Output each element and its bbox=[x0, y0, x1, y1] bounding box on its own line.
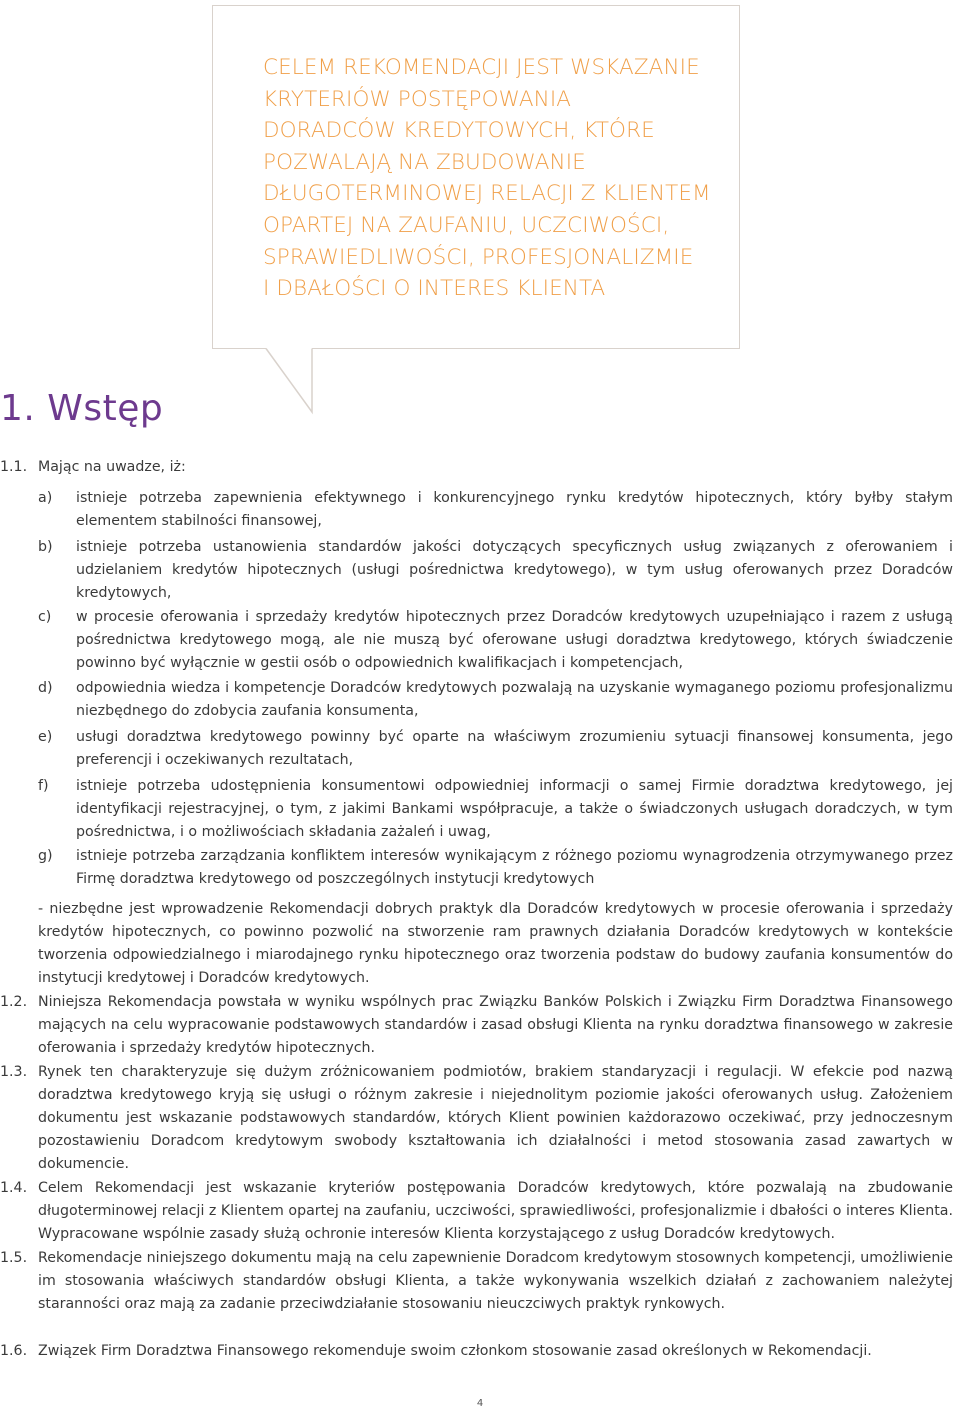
item-text: istnieje potrzeba zarządzania konfliktem interesów wynikającym z różnego poziomu wynagrodzenia otrzymywanego przez Firmę doradztwa kredytowego od poszczególnych instytucji kredytowych bbox=[76, 848, 953, 887]
point-text: Rekomendacje niniejszego dokumentu mają na celu zapewnienie Doradcom kredytowym stosownych kompetencji, umożliwienie im stosowania właściwych standardów obsługi Klienta, a także wykonywania wszelkich działań z zachowaniem należytej staranności oraz mają za zadanie przeciwdziałanie stosowaniu nieuczciwych praktyk rynkowych. bbox=[38, 1250, 953, 1312]
point-number: 1.6. bbox=[0, 1343, 28, 1359]
callout-box bbox=[212, 5, 740, 349]
callout-text bbox=[263, 52, 733, 305]
item-letter: a) bbox=[38, 490, 53, 506]
callout-line: OPARTEJ NA ZAUFANIU, UCZCIWOŚCI, bbox=[263, 212, 670, 238]
page-number: 4 bbox=[476, 1398, 484, 1409]
item-letter: f) bbox=[38, 778, 49, 794]
callout-line: POZWALAJĄ NA ZBUDOWANIE bbox=[263, 149, 586, 175]
item-letter: c) bbox=[38, 609, 52, 625]
point-text: Związek Firm Doradztwa Finansowego rekomenduje swoim członkom stosowanie zasad określonych w Rekomendacji. bbox=[38, 1343, 872, 1359]
item-text: istnieje potrzeba ustanowienia standardów jakości dotyczących specyficznych usług związanych z oferowaniem i udzielaniem kredytów hipotecznych (usługi pośrednictwa kredytowego), w tym usług oferowanych przez Doradców kredytowych, bbox=[76, 539, 953, 601]
item-text: odpowiednia wiedza i kompetencje Doradców kredytowych pozwalają na uzyskanie wymaganego poziomu profesjonalizmu niezbędnego do zdobycia zaufania konsumenta, bbox=[76, 680, 953, 719]
item-letter: g) bbox=[38, 848, 53, 864]
callout-line: I DBAŁOŚCI O INTERES KLIENTA bbox=[263, 276, 606, 302]
callout-line: DORADCÓW KREDYTOWYCH, KTÓRE bbox=[263, 118, 655, 144]
point-text: Niniejsza Rekomendacja powstała w wyniku wspólnych prac Związku Banków Polskich i Związku Firm Doradztwa Finansowego mających na celu wypracowanie podstawowych standardów i zasad obsługi Klienta na rynku doradztwa finansowego w zakresie oferowania i sprzedaży kredytów hipotecznych. bbox=[38, 994, 953, 1056]
item-text: usługi doradztwa kredytowego powinny być oparte na właściwym zrozumieniu sytuacji finansowej konsumenta, jego preferencji i oczekiwanych rezultatach, bbox=[76, 729, 953, 768]
item-letter: e) bbox=[38, 729, 53, 745]
point-number: 1.5. bbox=[0, 1250, 28, 1266]
point-number: 1.1. bbox=[0, 459, 28, 475]
point-number: 1.3. bbox=[0, 1064, 28, 1080]
conclusion-paragraph: - niezbędne jest wprowadzenie Rekomendacji dobrych praktyk dla Doradców kredytowych w procesie oferowania i sprzedaży kredytów hipotecznych, co powinno pozwolić na stworzenie ram prawnych działania Doradców kredytowych w kontekście tworzenia odpowiedzialnego i miarodajnego rynku hipotecznego oraz tworzenia podstaw do budowy zaufania konsumentów do instytucji kredytowej i Doradców kredytowych. bbox=[38, 901, 953, 986]
point-text: Rynek ten charakteryzuje się dużym zróżnicowaniem podmiotów, brakiem standaryzacji i regulacji. W efekcie pod nazwą doradztwa kredytowego kryją się usługi o różnym zakresie i niejednolitym poziomie jakości oferowanych usług. Założeniem dokumentu jest wskazanie podstawowych standardów, których Klient powinien każdorazowo oczekiwać, przy jednoczesnym pozostawieniu Doradcom kredytowym swobody kształtowania ich działalności i metod stosowania zasad zawartych w dokumencie. bbox=[38, 1064, 953, 1172]
callout-line: DŁUGOTERMINOWEJ RELACJI Z KLIENTEM bbox=[263, 181, 711, 207]
intro-label: Mając na uwadze, iż: bbox=[38, 459, 186, 475]
point-text: Celem Rekomendacji jest wskazanie kryteriów postępowania Doradców kredytowych, które pozwalają na zbudowanie długoterminowej relacji z Klientem opartej na zaufaniu, uczciwości, sprawiedliwości, profesjonalizmie i dbałości o interes Klienta. Wypracowane wspólnie zasady służą ochronie interesów Klienta korzystającego z usług Doradców kredytowych. bbox=[38, 1180, 953, 1242]
item-text: w procesie oferowania i sprzedaży kredytów hipotecznych przez Doradców kredytowych uzupełniająco i razem z usługą pośrednictwa kredytowego mogą, ale nie muszą być oferowane usługi doradztwa kredytowego, których świadczenie powinno być wyłącznie w gestii osób o odpowiednich kwalifikacjach i kompetencjach, bbox=[76, 609, 953, 671]
callout-line: KRYTERIÓW POSTĘPOWANIA bbox=[263, 86, 572, 112]
callout-line: CELEM REKOMENDACJI JEST WSKAZANIE bbox=[263, 55, 700, 80]
point-number: 1.4. bbox=[0, 1180, 28, 1196]
point-number: 1.2. bbox=[0, 994, 28, 1010]
item-text: istnieje potrzeba udostępnienia konsumentowi odpowiedniej informacji o samej Firmie doradztwa kredytowego, jej identyfikacji rejestracyjnej, o tym, z jakimi Bankami współpracuje, a także o świadczonych usługach doradczych, w tym pośrednictwa, i o możliwościach składania zażaleń i uwag, bbox=[76, 778, 953, 840]
callout-line: SPRAWIEDLIWOŚCI, PROFESJONALIZMIE bbox=[263, 244, 694, 270]
item-text: istnieje potrzeba zapewnienia efektywnego i konkurencyjnego rynku kredytów hipotecznych, który byłby stałym elementem stabilności finansowej, bbox=[76, 490, 953, 529]
item-letter: d) bbox=[38, 680, 53, 696]
section-title: 1. Wstęp bbox=[0, 388, 164, 429]
item-letter: b) bbox=[38, 539, 53, 555]
